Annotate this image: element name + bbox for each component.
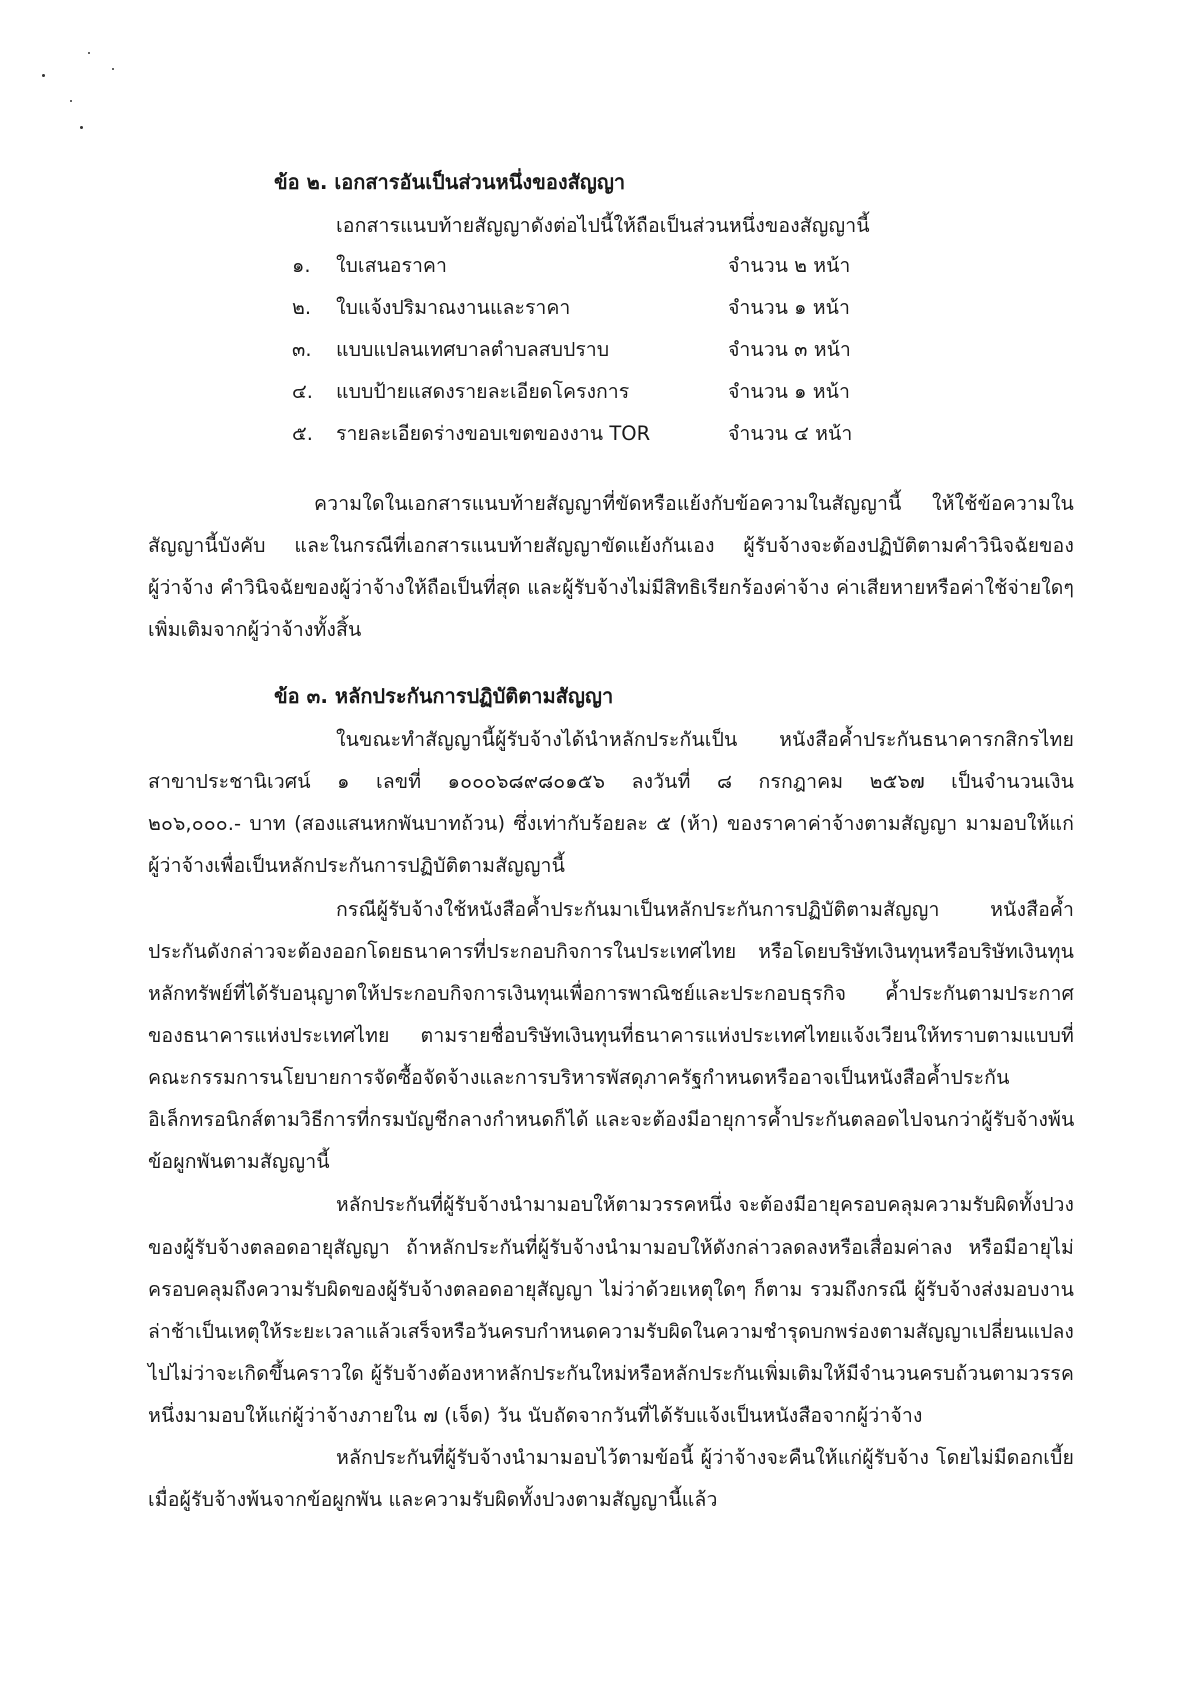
attachment-number: ๒. [292, 296, 312, 319]
attachment-number: ๔. [292, 380, 313, 403]
attachment-number: ๓. [292, 338, 312, 361]
paragraph-line: ประกันดังกล่าวจะต้องออกโดยธนาคารที่ประกอบกิจการในประเทศไทย หรือโดยบริษัทเงินทุนหรือบริษัทเงินทุน [148, 940, 1074, 963]
attachment-title: แบบแปลนเทศบาลตำบลสบปราบ [336, 338, 610, 361]
paragraph-line: ข้อผูกพันตามสัญญานี้ [148, 1150, 330, 1173]
paragraph-line: ครอบคลุมถึงความรับผิดของผู้รับจ้างตลอดอายุสัญญา ไม่ว่าด้วยเหตุใดๆ ก็ตาม รวมถึงกรณี ผู้รับจ้างส่งมอบงาน [148, 1278, 1074, 1301]
paragraph-line: เมื่อผู้รับจ้างพ้นจากข้อผูกพัน และความรับผิดทั้งปวงตามสัญญานี้แล้ว [148, 1488, 718, 1511]
attachment-page-count: จำนวน ๑ หน้า [728, 380, 850, 403]
paragraph-line: สัญญานี้บังคับ และในกรณีที่เอกสารแนบท้ายสัญญาขัดแย้งกันเอง ผู้รับจ้างจะต้องปฏิบัติตามคำวินิจฉัยของ [148, 534, 1074, 557]
paragraph-line: ล่าช้าเป็นเหตุให้ระยะเวลาแล้วเสร็จหรือวันครบกำหนดความรับผิดในความชำรุดบกพร่องตามสัญญาเปลี่ยนแปลง [148, 1320, 1074, 1343]
paragraph-line: หลักทรัพย์ที่ได้รับอนุญาตให้ประกอบกิจการเงินทุนเพื่อการพาณิชย์และประกอบธุรกิจ ค้ำประกันตามประกาศ [148, 982, 1074, 1005]
paragraph-line: ของผู้รับจ้างตลอดอายุสัญญา ถ้าหลักประกันที่ผู้รับจ้างนำมามอบให้ดังกล่าวลดลงหรือเสื่อมค่าลง หรือมีอายุไม่ [148, 1236, 1074, 1259]
scan-speck [80, 126, 83, 129]
attachment-title: แบบป้ายแสดงรายละเอียดโครงการ [336, 380, 630, 403]
paragraph-line: ไปไม่ว่าจะเกิดขึ้นคราวใด ผู้รับจ้างต้องหาหลักประกันใหม่หรือหลักประกันเพิ่มเติมให้มีจำนวนครบถ้วนตามวรรค [148, 1362, 1074, 1385]
attachment-title: รายละเอียดร่างขอบเขตของงาน TOR [336, 422, 651, 445]
paragraph-line: คณะกรรมการนโยบายการจัดซื้อจัดจ้างและการบริหารพัสดุภาครัฐกำหนดหรืออาจเป็นหนังสือค้ำประกัน [148, 1066, 1010, 1089]
scan-speck [112, 68, 114, 70]
attachment-page-count: จำนวน ๒ หน้า [728, 254, 851, 277]
paragraph-line: อิเล็กทรอนิกส์ตามวิธีการที่กรมบัญชีกลางกำหนดก็ได้ และจะต้องมีอายุการค้ำประกันตลอดไปจนกว่าผู้รับจ้างพ้น [148, 1108, 1075, 1131]
paragraph-line: หลักประกันที่ผู้รับจ้างนำมามอบไว้ตามข้อนี้ ผู้ว่าจ้างจะคืนให้แก่ผู้รับจ้าง โดยไม่มีดอกเบี้ย [336, 1446, 1074, 1469]
attachment-page-count: จำนวน ๑ หน้า [728, 296, 850, 319]
paragraph-line: กรณีผู้รับจ้างใช้หนังสือค้ำประกันมาเป็นหลักประกันการปฏิบัติตามสัญญา หนังสือค้ำ [336, 898, 1074, 921]
scan-speck [42, 74, 45, 77]
paragraph-line: หลักประกันที่ผู้รับจ้างนำมามอบให้ตามวรรคหนึ่ง จะต้องมีอายุครอบคลุมความรับผิดทั้งปวง [336, 1193, 1074, 1216]
paragraph-line: หนึ่งมามอบให้แก่ผู้ว่าจ้างภายใน ๗ (เจ็ด) วัน นับถัดจากวันที่ได้รับแจ้งเป็นหนังสือจากผู้ว่าจ้าง [148, 1404, 923, 1427]
paragraph-line: สาขาประชานิเวศน์ ๑ เลขที่ ๑๐๐๐๖๘๙๘๐๑๕๖ ลงวันที่ ๘ กรกฎาคม ๒๕๖๗ เป็นจำนวนเงิน [148, 770, 1074, 793]
paragraph-line: ความใดในเอกสารแนบท้ายสัญญาที่ขัดหรือแย้งกับข้อความในสัญญานี้ ให้ใช้ข้อความใน [314, 492, 1074, 515]
attachment-title: ใบแจ้งปริมาณงานและราคา [336, 296, 571, 319]
section-2-heading: ข้อ ๒. เอกสารอันเป็นส่วนหนึ่งของสัญญา [274, 170, 626, 194]
section-3-heading: ข้อ ๓. หลักประกันการปฏิบัติตามสัญญา [274, 684, 614, 708]
attachment-number: ๑. [292, 254, 311, 277]
attachment-page-count: จำนวน ๔ หน้า [728, 422, 853, 445]
paragraph-line: ของธนาคารแห่งประเทศไทย ตามรายชื่อบริษัทเงินทุนที่ธนาคารแห่งประเทศไทยแจ้งเวียนให้ทราบตามแบบที่ [148, 1024, 1074, 1047]
paragraph-line: เพิ่มเติมจากผู้ว่าจ้างทั้งสิ้น [148, 618, 362, 641]
paragraph-line: ผู้ว่าจ้างเพื่อเป็นหลักประกันการปฏิบัติตามสัญญานี้ [148, 854, 566, 877]
attachment-number: ๕. [292, 422, 313, 445]
attachment-page-count: จำนวน ๓ หน้า [728, 338, 851, 361]
paragraph-line: ในขณะทำสัญญานี้ผู้รับจ้างได้นำหลักประกันเป็น หนังสือค้ำประกันธนาคารกสิกรไทย [336, 728, 1074, 751]
scan-speck [70, 100, 72, 102]
scan-speck [88, 52, 90, 54]
attachment-title: ใบเสนอราคา [336, 254, 447, 277]
paragraph-line: ๒๐๖,๐๐๐.- บาท (สองแสนหกพันบาทถ้วน) ซึ่งเท่ากับร้อยละ ๕ (ห้า) ของราคาค่าจ้างตามสัญญา มามอบให้แก่ [148, 812, 1074, 835]
section-2-intro: เอกสารแนบท้ายสัญญาดังต่อไปนี้ให้ถือเป็นส่วนหนึ่งของสัญญานี้ [336, 214, 870, 237]
paragraph-line: ผู้ว่าจ้าง คำวินิจฉัยของผู้ว่าจ้างให้ถือเป็นที่สุด และผู้รับจ้างไม่มีสิทธิเรียกร้องค่าจ้าง ค่าเสียหายหรือค่าใช้จ่ายใดๆ [148, 576, 1074, 599]
